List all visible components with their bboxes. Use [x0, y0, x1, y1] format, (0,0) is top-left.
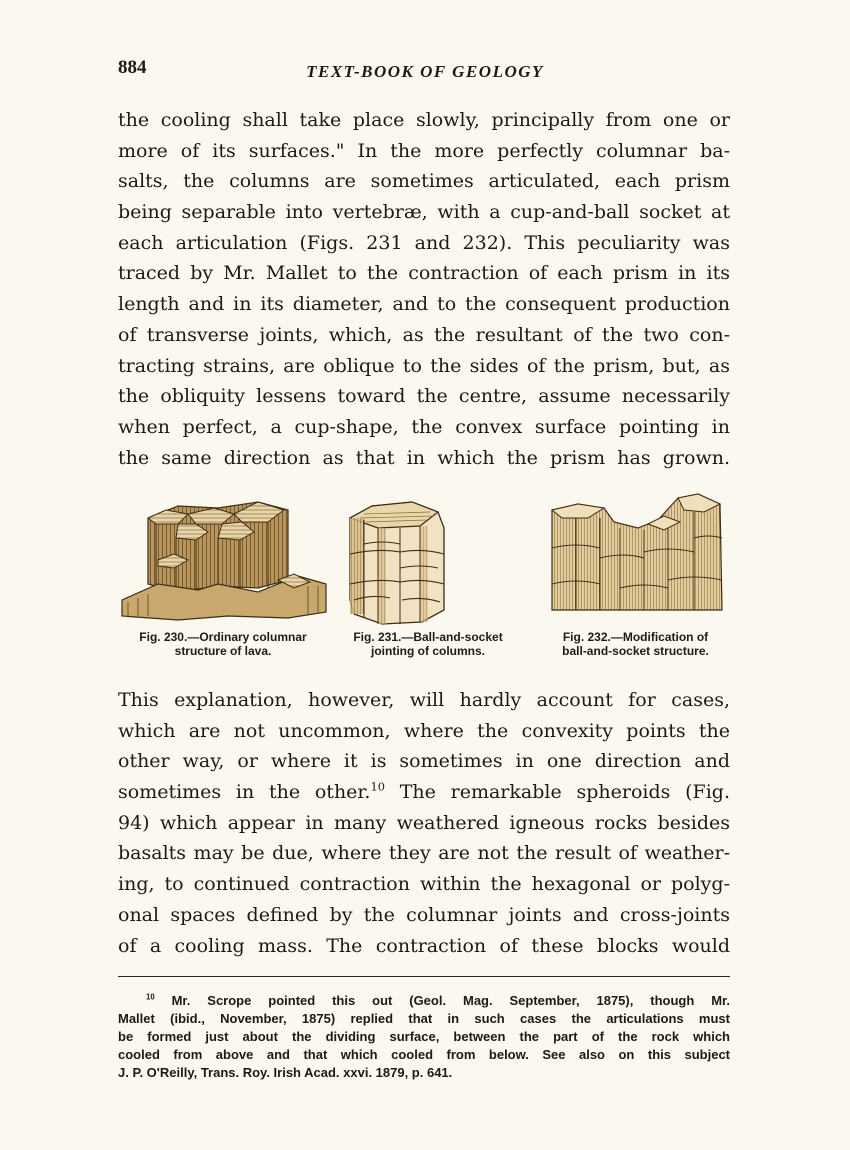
- figure-230-illustration: [118, 488, 330, 622]
- footnote-line: cooled from above and that which cooled from below. See also on this subject: [118, 1047, 730, 1062]
- running-head-title: TEXT-BOOK OF GEOLOGY: [306, 62, 544, 81]
- page-number: 884: [118, 57, 147, 78]
- footnote-divider: [118, 976, 730, 977]
- figure-231-illustration: [342, 488, 452, 628]
- text-segment: Mr. Scrope pointed this out (Geol. Mag. September, 1875), though Mr.: [154, 993, 730, 1008]
- text-line: salts, the columns are sometimes articulated, each prism: [118, 170, 730, 193]
- figure-232-caption: [538, 630, 733, 658]
- footnote: [118, 992, 730, 1082]
- text-line-with-footnote-ref: [118, 777, 730, 808]
- text-line: being separable into vertebræ, with a cup-and-ball socket at: [118, 201, 730, 224]
- text-line: of a cooling mass. The contraction of these blocks would: [118, 934, 730, 957]
- text-line: onal spaces defined by the columnar joints and cross-joints: [118, 903, 730, 926]
- text-line: the cooling shall take place slowly, principally from one or: [118, 109, 730, 131]
- caption-line: structure of lava.: [174, 644, 272, 658]
- text-line: basalts may be due, where they are not the result of weather-: [118, 842, 730, 865]
- caption-line: ball-and-socket structure.: [562, 644, 709, 658]
- text-line: more of its surfaces." In the more perfectly columnar ba-: [118, 139, 730, 162]
- text-line: ing, to continued contraction within the hexagonal or polyg-: [118, 873, 730, 896]
- figure-row: [118, 488, 730, 668]
- text-line: each articulation (Figs. 231 and 232). This peculiarity was: [118, 231, 730, 254]
- footnote-reference[interactable]: 10: [370, 779, 385, 794]
- text-line: traced by Mr. Mallet to the contraction of each prism in its: [118, 262, 730, 285]
- text-line: length and in its diameter, and to the consequent production: [118, 293, 730, 316]
- text-line: of transverse joints, which, as the resultant of the two con-: [118, 323, 730, 346]
- footnote-line: Mallet (ibid., November, 1875) replied that in such cases the articulations must: [118, 1011, 730, 1026]
- text-line: 94) which appear in many weathered igneous rocks besides: [118, 811, 730, 834]
- text-line: other way, or where it is sometimes in one direction and: [118, 750, 730, 773]
- caption-line: Fig. 231.—Ball-and-socket: [353, 630, 503, 644]
- text-line: tracting strains, are oblique to the sides of the prism, but, as: [118, 354, 730, 377]
- caption-line: Fig. 232.—Modification of: [562, 630, 709, 644]
- text-line: the same direction as that in which the prism has grown.: [118, 446, 730, 469]
- footnote-line: [118, 992, 730, 1010]
- text-line: This explanation, however, will hardly account for cases,: [118, 689, 730, 711]
- body-paragraph-2: [118, 685, 730, 961]
- figure-232-illustration: [548, 488, 726, 616]
- footnote-line: be formed just about the dividing surface, between the part of the rock which: [118, 1029, 730, 1044]
- text-segment: The remarkable spheroids (Fig.: [384, 781, 731, 804]
- text-line: the obliquity lessens toward the centre, assume necessarily: [118, 385, 730, 408]
- caption-line: Fig. 230.—Ordinary columnar: [139, 630, 307, 644]
- text-line: which are not uncommon, where the convexity points the: [118, 719, 730, 742]
- text-segment: sometimes in the other.: [118, 781, 371, 804]
- text-line: when perfect, a cup-shape, the convex surface pointing in: [118, 415, 730, 438]
- caption-line: jointing of columns.: [371, 644, 485, 658]
- body-paragraph-1: [118, 105, 730, 473]
- footnote-marker: 10: [146, 992, 155, 1002]
- footnote-line: J. P. O'Reilly, Trans. Roy. Irish Acad. xxvi. 1879, p. 641.: [118, 1065, 453, 1080]
- figure-230-caption: [118, 630, 328, 658]
- figure-231-caption: [323, 630, 533, 658]
